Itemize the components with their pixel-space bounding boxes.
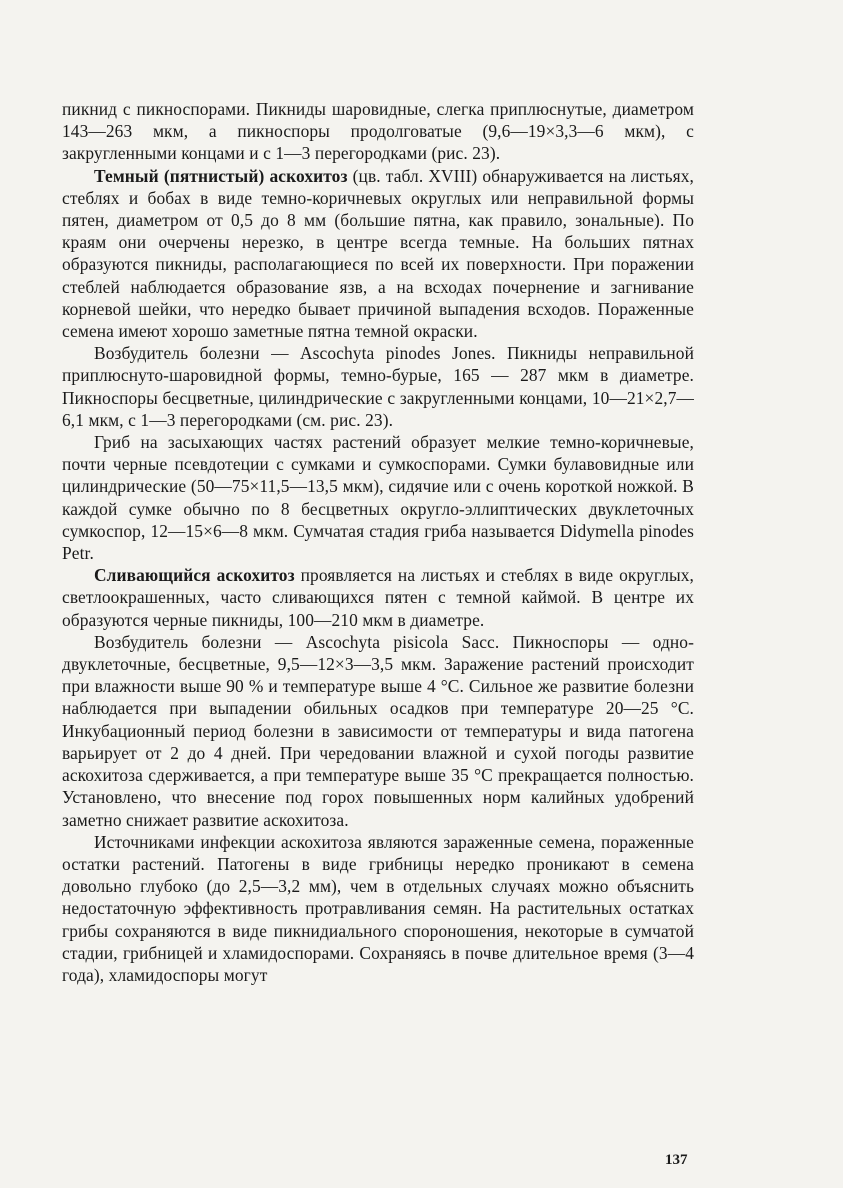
paragraph-2: [62, 165, 694, 343]
paragraph-5-bold: Сливающийся аскохитоз: [94, 565, 295, 586]
paragraph-3-text: Возбудитель болезни — Ascochyta pinodes Jones. Пикниды неправильной приплюснуто-шаровидной формы, темно-бурые, 165 — 287 мкм в диаметре. Пикноспоры бесцветные, цилиндрические с закругленными концами, 10—21×2,7—6,1 мкм, с 1—3 перегородками (см. рис. 23).: [62, 343, 694, 430]
paragraph-6-text: Возбудитель болезни — Ascochyta pisicola Sacc. Пикноспоры — одно-двуклеточные, бесцветные, 9,5—12×3—3,5 мкм. Заражение растений происходит при влажности выше 90 % и температуре выше 4 °С. Сильное же развитие болезни наблюдается при выпадении обильных осадков при температуре 20—25 °С. Инкубационный период болезни в зависимости от температуры и вида патогена варьирует от 2 до 4 дней. При чередовании влажной и сухой погоды развитие аскохитоза сдерживается, а при температуре выше 35 °С прекращается полностью. Установлено, что внесение под горох повышенных норм калийных удобрений заметно снижает развитие аскохитоза.: [62, 631, 694, 830]
page-body: [62, 98, 694, 986]
page-number: 137: [665, 1152, 688, 1168]
paragraph-4: [62, 431, 694, 564]
paragraph-5: [62, 564, 694, 631]
paragraph-1: [62, 98, 694, 165]
paragraph-1-text: пикнид с пикноспорами. Пикниды шаровидные, слегка приплюснутые, диаметром 143—263 мкм, а пикноспоры продолговатые (9,6—19×3,3—6 мкм), с закругленными концами и с 1—3 перегородками (рис. 23).: [62, 99, 694, 164]
paragraph-7: [62, 831, 694, 986]
paragraph-5-text: проявляется на листьях и стеблях в виде округлых, светлоокрашенных, часто сливающихся пятен с темной каймой. В центре их образуются черные пикниды, 100—210 мкм в диаметре.: [62, 565, 695, 630]
paragraph-3: [62, 342, 694, 431]
paragraph-4-text: Гриб на засыхающих частях растений образует мелкие темно-коричневые, почти черные псевдотеции с сумками и сумкоспорами. Сумки булавовидные или цилиндрические (50—75×11,5—13,5 мкм), сидячие или с очень короткой ножкой. В каждой сумке обычно по 8 бесцветных округло-эллиптических двуклеточных сумкоспор, 12—15×6—8 мкм. Сумчатая стадия гриба называется Didymella pinodes Petr.: [62, 432, 694, 564]
paragraph-2-bold: Темный (пятнистый) аскохитоз: [94, 165, 348, 186]
paragraph-7-text: Источниками инфекции аскохитоза являются зараженные семена, пораженные остатки растений. Патогены в виде грибницы нередко проникают в семена довольно глубоко (до 2,5—3,2 мм), чем в отдельных случаях можно объяснить недостаточную эффективность протравливания семян. На растительных остатках грибы сохраняются в виде пикнидиального спороношения, некоторые в сумчатой стадии, грибницей и хламидоспорами. Сохраняясь в почве длительное время (3—4 года), хламидоспоры могут: [62, 831, 694, 985]
paragraph-6: [62, 631, 694, 831]
paragraph-2-text: (цв. табл. XVIII) обнаруживается на листьях, стеблях и бобах в виде темно-коричневых округлых или неправильной формы пятен, диаметром от 0,5 до 8 мм (большие пятна, как правило, зональные). По краям они очерчены нерезко, в центре всегда темные. На больших пятнах образуются пикниды, располагающиеся по всей их поверхности. При поражении стеблей наблюдается образование язв, а на всходах почернение и загнивание корневой шейки, что нередко бывает причиной выпадения всходов. Пораженные семена имеют хорошо заметные пятна темной окраски.: [62, 165, 694, 342]
